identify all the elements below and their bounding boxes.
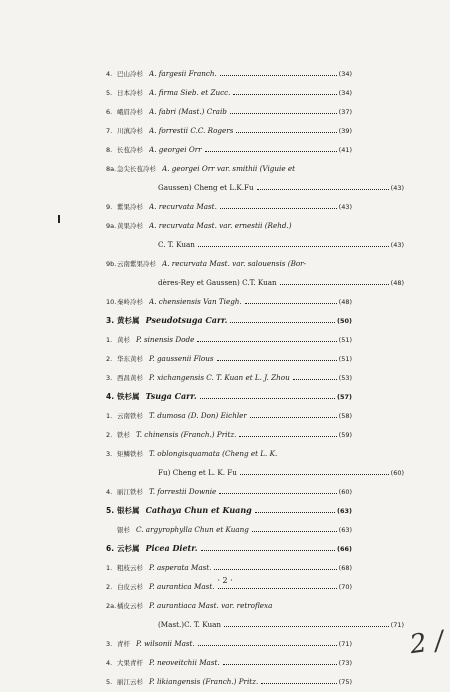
toc-row [106, 140, 352, 160]
toc-chinese-name: 长苞冷杉 [117, 146, 143, 154]
toc-number: 4. [106, 488, 113, 496]
toc-chinese-name: 日本冷杉 [117, 89, 143, 97]
toc-genus-entry [106, 501, 352, 520]
toc-row [106, 520, 352, 540]
toc-chinese-name: 峨眉冷杉 [117, 108, 143, 116]
toc-genus-entry [106, 539, 352, 558]
toc-number: 3. [106, 316, 115, 325]
toc-leader-dots [198, 246, 389, 247]
toc-continuation-text: C. T. Kuan [158, 240, 195, 249]
toc-number: 1. [106, 564, 113, 572]
toc-leader-dots [220, 75, 337, 76]
toc-number: 7. [106, 127, 113, 135]
toc-entry [106, 482, 352, 501]
toc-chinese-name: 西昌黄杉 [117, 374, 143, 382]
toc-chinese-name: 大果青杆 [117, 659, 143, 667]
toc-entry [106, 672, 352, 691]
toc-chinese-name: 紫果冷杉 [117, 203, 143, 211]
toc-page-number: (59) [338, 431, 352, 439]
toc-page-number: (71) [390, 621, 404, 629]
toc-entry [106, 596, 352, 615]
toc-row [106, 368, 352, 388]
toc-row [106, 102, 352, 122]
toc-latin-name: T. oblongisquamata (Cheng et L. K. [149, 449, 278, 458]
toc-page-number: (43) [390, 241, 404, 249]
toc-entry [106, 102, 352, 121]
toc-leader-dots [197, 341, 336, 342]
toc-latin-name: T. forrestii Downie [149, 487, 217, 496]
toc-leader-dots [223, 664, 337, 665]
toc-latin-name: A. forrestii C.C. Rogers [149, 126, 234, 135]
toc-leader-dots [261, 683, 336, 684]
toc-row [106, 406, 352, 426]
toc-page-number: (48) [338, 298, 352, 306]
toc-latin-name: Tsuga Carr. [145, 391, 197, 401]
toc-row [106, 596, 352, 616]
toc-row [106, 672, 352, 692]
table-of-contents [106, 64, 404, 691]
toc-latin-name: Picea Dietr. [145, 543, 198, 553]
toc-leader-dots [230, 322, 335, 323]
toc-leader-dots [219, 493, 336, 494]
toc-entry [106, 368, 352, 387]
toc-continuation-text: (Mast.)C. T. Kuan [158, 620, 221, 629]
toc-latin-name: Pseudotsuga Carr. [145, 315, 228, 325]
toc-page-number: (34) [338, 89, 352, 97]
toc-chinese-name: 青杆 [117, 640, 130, 648]
toc-number: 5. [106, 506, 115, 515]
toc-latin-name: Cathaya Chun et Kuang [145, 505, 252, 515]
toc-row [106, 482, 352, 502]
toc-row [106, 216, 352, 236]
toc-number: 10. [106, 298, 117, 306]
toc-chinese-name: 黄杉 [117, 336, 130, 344]
toc-chinese-name: 云南铁杉 [117, 412, 143, 420]
toc-leader-dots [233, 94, 336, 95]
toc-page-number: (51) [338, 336, 352, 344]
toc-continuation-text: Gaussen) Cheng et L.K.Fu [158, 183, 254, 192]
toc-page-number: (43) [338, 203, 352, 211]
toc-number: 4. [106, 392, 115, 401]
toc-number: 3. [106, 374, 113, 382]
toc-chinese-name: 银杉 [117, 526, 130, 534]
toc-latin-name: P. wilsonii Mast. [136, 639, 195, 648]
toc-latin-name: A. georgei Orr var. smithii (Viguie et [162, 164, 296, 173]
toc-latin-name: A. fabri (Mast.) Craib [149, 107, 227, 116]
toc-page-number: (57) [337, 393, 352, 401]
handwritten-note: 2 / [408, 625, 446, 661]
toc-latin-name: P. asperata Mast. [149, 563, 212, 572]
toc-leader-dots [255, 512, 335, 513]
toc-entry [106, 140, 352, 159]
toc-entry [106, 178, 404, 197]
toc-number: 1. [106, 336, 113, 344]
toc-page-number: (41) [338, 146, 352, 154]
toc-leader-dots [217, 360, 337, 361]
toc-page-number: (68) [338, 564, 352, 572]
toc-entry [106, 520, 352, 539]
toc-chinese-name: 银杉属 [117, 506, 140, 515]
toc-leader-dots [201, 550, 335, 551]
toc-row [106, 311, 352, 331]
toc-row [106, 292, 352, 312]
toc-latin-name: A. recurvata Mast. [149, 202, 217, 211]
toc-chinese-name: 黄果冷杉 [117, 222, 143, 230]
toc-latin-name: A. firma Sieb. et Zucc. [149, 88, 231, 97]
toc-page-number: (51) [338, 355, 352, 363]
toc-row [106, 425, 352, 445]
toc-latin-name: T. dumosa (D. Don) Eichler [149, 411, 247, 420]
toc-entry [106, 558, 352, 577]
toc-entry [106, 216, 352, 235]
toc-latin-name: A. recurvata Mast. var. salouensis (Bor- [162, 259, 307, 268]
toc-chinese-name: 铁杉 [117, 431, 130, 439]
toc-row [106, 634, 352, 654]
toc-row [106, 349, 352, 369]
toc-entry [106, 425, 352, 444]
toc-chinese-name: 川滇冷杉 [117, 127, 143, 135]
toc-chinese-name: 急尖长苞冷杉 [117, 165, 156, 173]
toc-leader-dots [220, 208, 337, 209]
toc-page-number: (37) [338, 108, 352, 116]
toc-latin-name: P. neoveitchii Mast. [149, 658, 220, 667]
toc-row [106, 178, 404, 198]
toc-row [106, 235, 404, 255]
toc-latin-name: A. chensiensis Van Tiegh. [149, 297, 242, 306]
toc-number: 5. [106, 678, 113, 686]
toc-chinese-name: 云南紫果冷杉 [117, 260, 156, 268]
page-number: · 2 · [217, 576, 233, 585]
toc-leader-dots [257, 189, 389, 190]
toc-number: 6. [106, 544, 115, 553]
toc-row [106, 444, 352, 464]
toc-page-number: (75) [338, 678, 352, 686]
toc-chinese-name: 白皮云杉 [117, 583, 143, 591]
toc-row [106, 558, 352, 578]
toc-row [106, 254, 352, 274]
toc-leader-dots [245, 303, 337, 304]
toc-chinese-name: 黄杉属 [117, 316, 140, 325]
toc-row [106, 197, 352, 217]
toc-entry [106, 273, 404, 292]
toc-entry [106, 254, 352, 273]
toc-entry [106, 615, 404, 634]
toc-latin-name: P. aurantiaca Mast. var. retroflexa [149, 601, 273, 610]
toc-leader-dots [205, 151, 337, 152]
margin-mark [58, 215, 60, 223]
toc-page-number: (70) [338, 583, 352, 591]
toc-number: 2. [106, 583, 113, 591]
toc-leader-dots [252, 531, 337, 532]
toc-number: 9. [106, 203, 113, 211]
toc-entry [106, 634, 352, 653]
toc-entry [106, 197, 352, 216]
toc-row [106, 159, 352, 179]
toc-entry [106, 121, 352, 140]
toc-chinese-name: 丽江云杉 [117, 678, 143, 686]
toc-number: 5. [106, 89, 113, 97]
toc-page-number: (60) [338, 488, 352, 496]
toc-leader-dots [198, 645, 337, 646]
toc-leader-dots [236, 132, 336, 133]
toc-leader-dots [239, 436, 336, 437]
toc-row [106, 273, 404, 293]
toc-row [106, 330, 352, 350]
toc-row [106, 64, 352, 84]
toc-number: 8. [106, 146, 113, 154]
toc-chinese-name: 巴山冷杉 [117, 70, 143, 78]
toc-page-number: (53) [338, 374, 352, 382]
toc-row [106, 653, 352, 673]
toc-row [106, 463, 404, 483]
toc-page-number: (34) [338, 70, 352, 78]
toc-continuation-text: dères-Rey et Gaussen) C.T. Kuan [158, 278, 277, 287]
toc-chinese-name: 橘皮云杉 [117, 602, 143, 610]
toc-entry [106, 330, 352, 349]
toc-latin-name: P. sinensis Dode [136, 335, 195, 344]
toc-page-number: (48) [390, 279, 404, 287]
toc-number: 9b. [106, 260, 117, 268]
toc-latin-name: T. chinensis (Franch.) Pritz. [136, 430, 237, 439]
toc-row [106, 539, 352, 559]
toc-entry [106, 64, 352, 83]
toc-entry [106, 653, 352, 672]
toc-latin-name: P. likiangensis (Franch.) Pritz. [149, 677, 259, 686]
toc-latin-name: A. recurvata Mast. var. ernestii (Rehd.) [149, 221, 292, 230]
toc-latin-name: P. gaussenii Flous [149, 354, 214, 363]
toc-number: 6. [106, 108, 113, 116]
toc-row [106, 615, 404, 635]
toc-page-number: (63) [337, 507, 352, 515]
toc-leader-dots [280, 284, 389, 285]
toc-continuation-text: Fu) Cheng et L. K. Fu [158, 468, 237, 477]
toc-entry [106, 463, 404, 482]
toc-latin-name: A. georgei Orr [149, 145, 202, 154]
toc-leader-dots [200, 398, 335, 399]
toc-row [106, 83, 352, 103]
toc-page-number: (58) [338, 412, 352, 420]
toc-genus-entry [106, 311, 352, 330]
toc-leader-dots [218, 588, 337, 589]
toc-entry [106, 406, 352, 425]
toc-leader-dots [224, 626, 389, 627]
toc-page-number: (71) [338, 640, 352, 648]
toc-row [106, 387, 352, 407]
toc-latin-name: A. fargesii Franch. [149, 69, 217, 78]
toc-number: 3. [106, 640, 113, 648]
toc-number: 1. [106, 412, 113, 420]
toc-latin-name: C. argyrophylla Chun et Kuang [136, 525, 249, 534]
toc-leader-dots [214, 569, 336, 570]
toc-latin-name: P. xichangensis C. T. Kuan et L. J. Zhou [149, 373, 290, 382]
toc-number: 2. [106, 355, 113, 363]
toc-page-number: (66) [337, 545, 352, 553]
toc-number: 9a. [106, 222, 117, 230]
toc-entry [106, 349, 352, 368]
toc-entry [106, 235, 404, 254]
toc-page-number: (50) [337, 317, 352, 325]
toc-entry [106, 83, 352, 102]
toc-page-number: (73) [338, 659, 352, 667]
toc-page-number: (39) [338, 127, 352, 135]
toc-chinese-name: 华东黄杉 [117, 355, 143, 363]
toc-row [106, 501, 352, 521]
toc-leader-dots [293, 379, 337, 380]
toc-number: 8a. [106, 165, 117, 173]
toc-number: 4. [106, 659, 113, 667]
toc-number: 2a. [106, 602, 117, 610]
toc-number: 4. [106, 70, 113, 78]
toc-page-number: (43) [390, 184, 404, 192]
toc-number: 3. [106, 450, 113, 458]
toc-genus-entry [106, 387, 352, 406]
toc-page-number: (63) [338, 526, 352, 534]
toc-number: 2. [106, 431, 113, 439]
toc-chinese-name: 云杉属 [117, 544, 140, 553]
toc-chinese-name: 丽江铁杉 [117, 488, 143, 496]
toc-row [106, 121, 352, 141]
toc-latin-name: P. aurantica Mast. [149, 582, 215, 591]
toc-page-number: (60) [390, 469, 404, 477]
toc-entry [106, 292, 352, 311]
toc-leader-dots [230, 113, 337, 114]
toc-chinese-name: 秦岭冷杉 [117, 298, 143, 306]
toc-chinese-name: 铁杉属 [117, 392, 140, 401]
toc-entry [106, 444, 352, 463]
toc-chinese-name: 矩鳞铁杉 [117, 450, 143, 458]
toc-entry [106, 159, 352, 178]
toc-leader-dots [250, 417, 337, 418]
toc-chinese-name: 粗枝云杉 [117, 564, 143, 572]
toc-leader-dots [240, 474, 389, 475]
